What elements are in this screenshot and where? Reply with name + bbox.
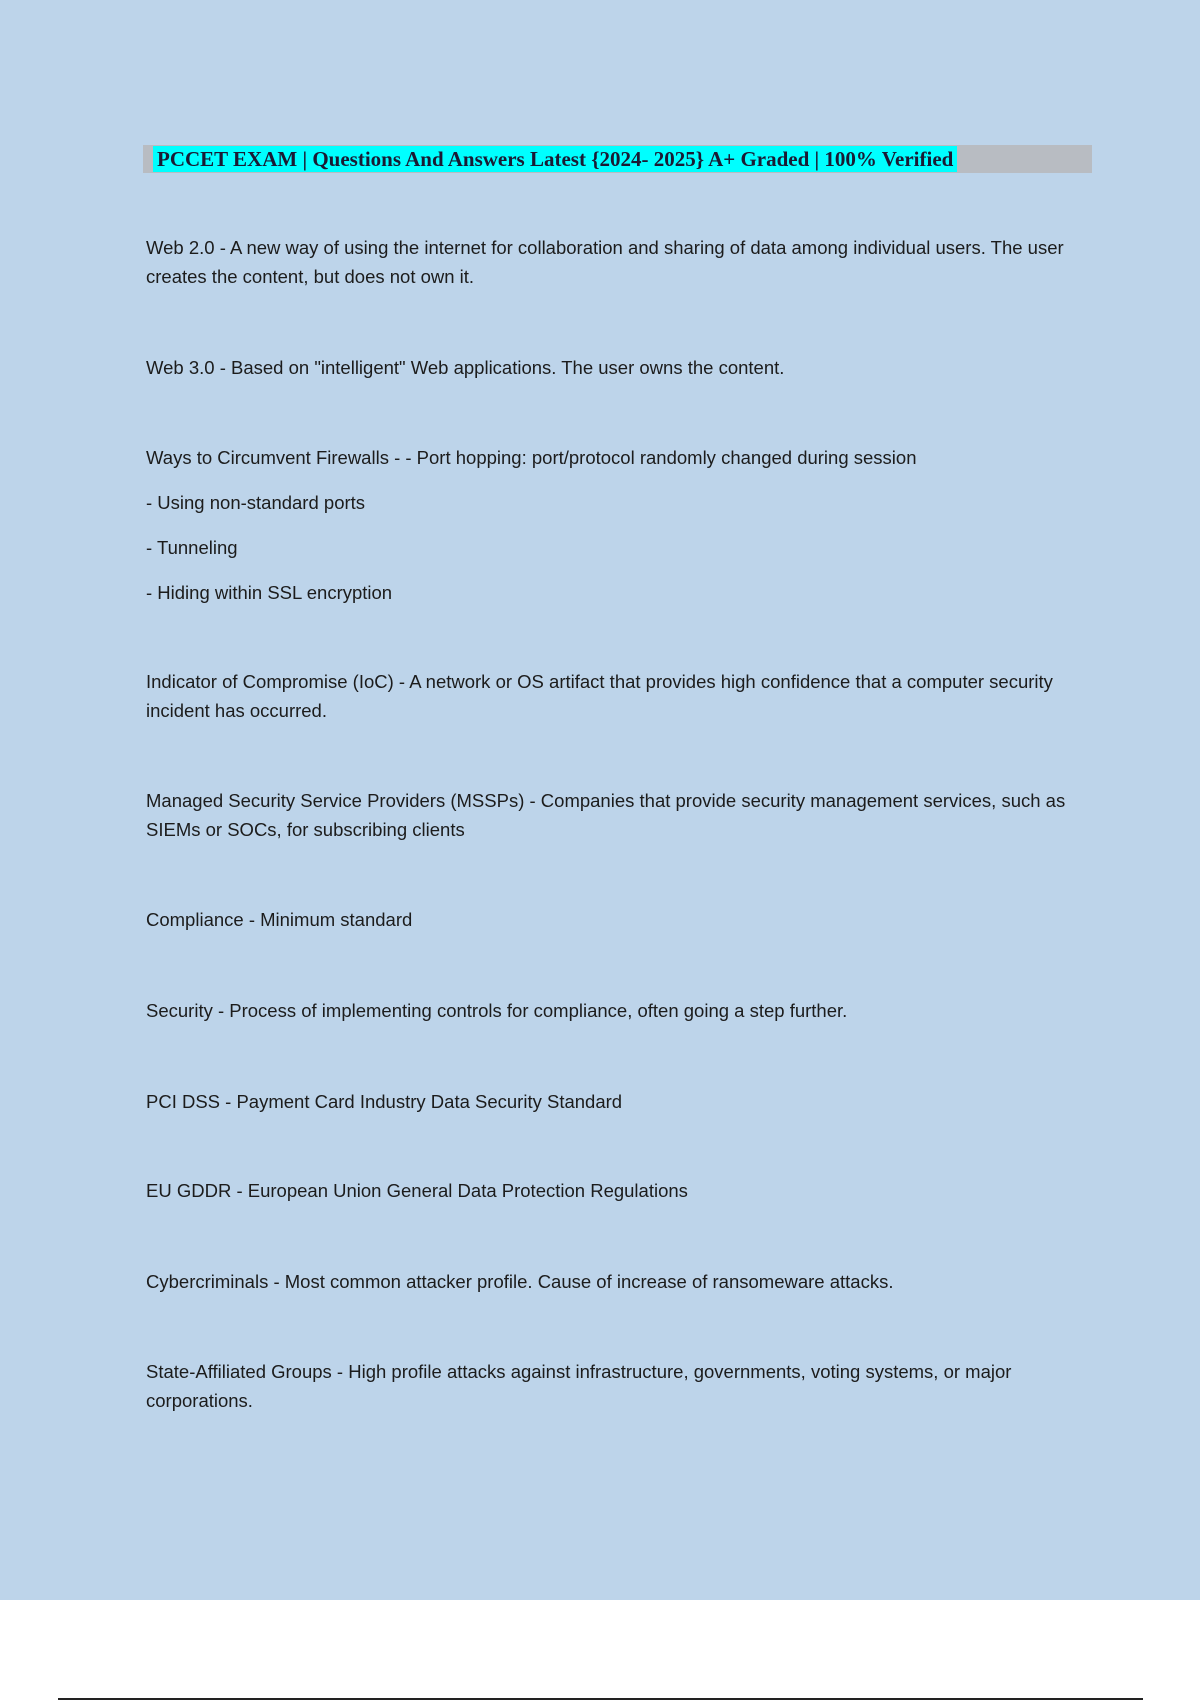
entry-security: Security - Process of implementing controls for compliance, often going a step further. <box>146 1000 848 1021</box>
entry-state-affiliated: State-Affiliated Groups - High profile attacks against infrastructure, governments, voting systems, or major corporations. <box>146 1361 1012 1411</box>
firewall-bullet-tunneling: - Tunneling <box>146 537 238 558</box>
entry-pci-dss: PCI DSS - Payment Card Industry Data Security Standard <box>146 1091 623 1112</box>
entry-cybercriminals: Cybercriminals - Most common attacker profile. Cause of increase of ransomeware attacks. <box>146 1271 894 1292</box>
entry-web-3: Web 3.0 - Based on "intelligent" Web applications. The user owns the content. <box>146 357 785 378</box>
firewall-bullet-nonstandard-ports: - Using non-standard ports <box>146 492 366 513</box>
firewall-bullet-ssl: - Hiding within SSL encryption <box>146 582 393 603</box>
document-title: PCCET EXAM | Questions And Answers Latest {2024- 2025} A+ Graded | 100% Verified <box>153 146 957 172</box>
entry-compliance: Compliance - Minimum standard <box>146 909 413 930</box>
entry-eu-gddr: EU GDDR - European Union General Data Protection Regulations <box>146 1180 688 1201</box>
entry-ioc: Indicator of Compromise (IoC) - A network or OS artifact that provides high confidence that a computer security incident has occurred. <box>146 671 1053 721</box>
entry-web-2: Web 2.0 - A new way of using the internet for collaboration and sharing of data among individual users. The user creates the content, but does not own it. <box>146 237 1064 287</box>
entry-circumvent-firewalls: Ways to Circumvent Firewalls - - Port hopping: port/protocol randomly changed during session <box>146 447 917 468</box>
entry-mssps: Managed Security Service Providers (MSSPs) - Companies that provide security management services, such as SIEMs or SOCs, for subscribing clients <box>146 790 1066 840</box>
